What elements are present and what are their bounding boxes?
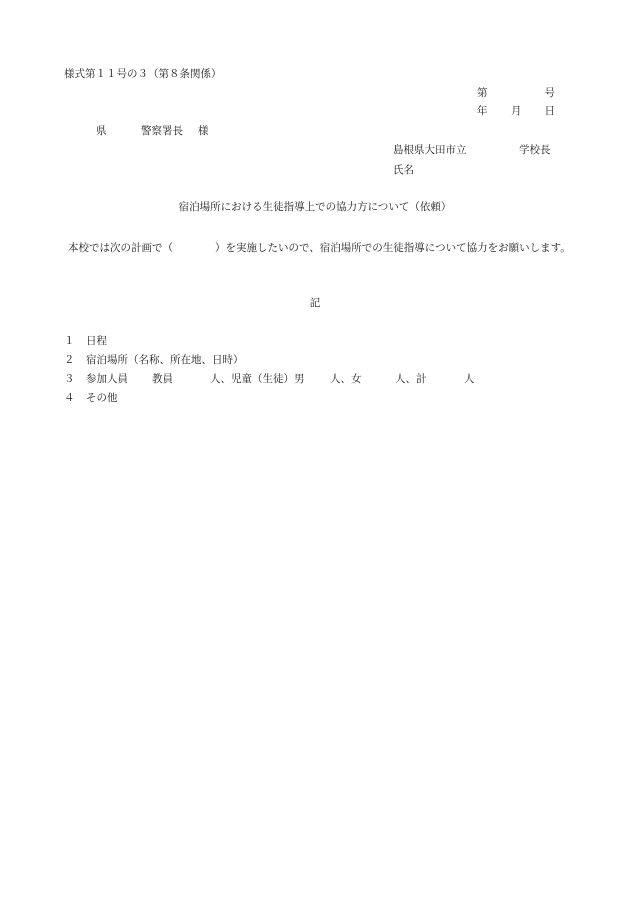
item-number: １ — [64, 335, 75, 347]
item-text: その他 — [86, 392, 118, 404]
participants-unit: 人 — [464, 373, 475, 385]
form-identifier: 様式第１１号の３（第８条関係） — [64, 68, 222, 80]
item-text: 日程 — [86, 335, 107, 347]
addressee-prefecture: 県 — [96, 125, 107, 137]
participants-teachers: 教員 — [152, 373, 173, 385]
participants-girls: 人、女 — [330, 373, 362, 385]
document-title: 宿泊場所における生徒指導上での協力方について（依頼） — [178, 201, 452, 213]
date-year: 年 — [477, 105, 488, 117]
body-paragraph: 本校では次の計画で（ ）を実施したいので、宿泊場所での生徒指導について協力をお願いします。 — [68, 242, 571, 254]
sender-school-line — [393, 143, 551, 157]
date-month: 月 — [511, 105, 522, 117]
number-prefix: 第 — [477, 87, 488, 99]
addressee-honorific: 様 — [198, 125, 209, 137]
sender-school: 島根県大田市立 — [393, 144, 467, 156]
item-text: 参加人員 — [86, 373, 128, 385]
item-text: 宿泊場所（名称、所在地、日時） — [86, 354, 244, 366]
date-line — [477, 104, 555, 118]
item-number: ３ — [64, 373, 75, 385]
item-number: ４ — [64, 392, 75, 404]
participants-boys: 人、児童（生徒）男 — [210, 373, 305, 385]
sender-principal: 学校長 — [519, 144, 551, 156]
participants-total: 人、計 — [395, 373, 427, 385]
sender-name-label: 氏名 — [393, 164, 414, 176]
addressee-police-chief: 警察署長 — [141, 125, 183, 137]
item-number: ２ — [64, 354, 75, 366]
addressee-line — [96, 124, 209, 138]
number-suffix: 号 — [544, 87, 555, 99]
ki-heading: 記 — [309, 297, 321, 309]
date-day: 日 — [544, 105, 555, 117]
document-number-line — [477, 86, 555, 100]
